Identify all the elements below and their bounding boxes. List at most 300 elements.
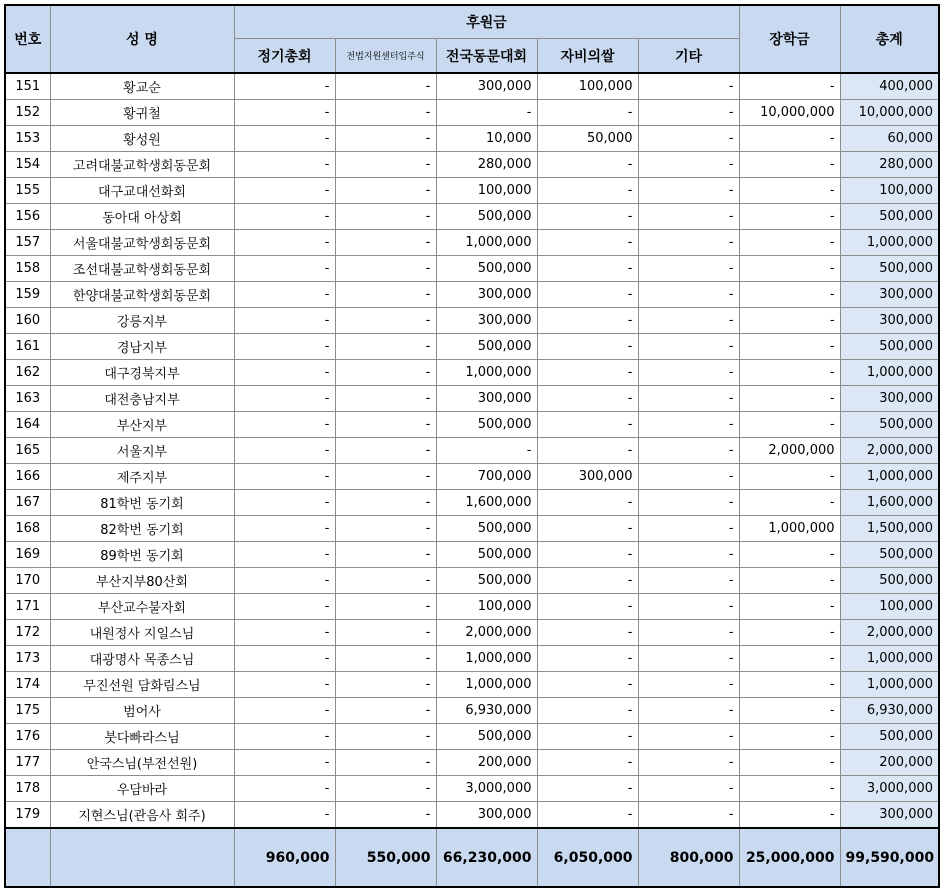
cell-rice-of-mercy: - bbox=[537, 802, 638, 829]
cell-scholarship: - bbox=[739, 386, 840, 412]
row-name: 89학번 동기회 bbox=[50, 542, 234, 568]
cell-scholarship: 2,000,000 bbox=[739, 438, 840, 464]
row-no: 169 bbox=[5, 542, 50, 568]
cell-scholarship: - bbox=[739, 490, 840, 516]
row-no: 164 bbox=[5, 412, 50, 438]
cell-general-meeting: - bbox=[234, 282, 335, 308]
cell-general-meeting: - bbox=[234, 73, 335, 100]
cell-scholarship: - bbox=[739, 126, 840, 152]
cell-national-alumni: 280,000 bbox=[436, 152, 537, 178]
cell-center-opening: - bbox=[335, 568, 436, 594]
cell-scholarship: - bbox=[739, 802, 840, 829]
cell-etc: - bbox=[638, 724, 739, 750]
row-name: 부산지부80산회 bbox=[50, 568, 234, 594]
cell-scholarship: - bbox=[739, 73, 840, 100]
cell-rice-of-mercy: - bbox=[537, 776, 638, 802]
row-name: 붓다빠라스님 bbox=[50, 724, 234, 750]
cell-rice-of-mercy: - bbox=[537, 308, 638, 334]
row-name: 무진선원 담화림스님 bbox=[50, 672, 234, 698]
cell-general-meeting: - bbox=[234, 334, 335, 360]
row-no: 156 bbox=[5, 204, 50, 230]
cell-rice-of-mercy: 100,000 bbox=[537, 73, 638, 100]
table-row bbox=[5, 802, 939, 829]
cell-etc: - bbox=[638, 802, 739, 829]
cell-total: 280,000 bbox=[840, 152, 939, 178]
row-no: 153 bbox=[5, 126, 50, 152]
table-row bbox=[5, 776, 939, 802]
cell-total: 6,930,000 bbox=[840, 698, 939, 724]
cell-total: 500,000 bbox=[840, 334, 939, 360]
cell-etc: - bbox=[638, 516, 739, 542]
cell-center-opening: - bbox=[335, 672, 436, 698]
totals-no bbox=[5, 828, 50, 887]
cell-national-alumni: 1,000,000 bbox=[436, 360, 537, 386]
cell-national-alumni: 500,000 bbox=[436, 568, 537, 594]
row-name: 대구교대선화회 bbox=[50, 178, 234, 204]
row-no: 158 bbox=[5, 256, 50, 282]
cell-etc: - bbox=[638, 750, 739, 776]
header-name: 성 명 bbox=[50, 5, 234, 73]
table-row bbox=[5, 308, 939, 334]
table-row bbox=[5, 568, 939, 594]
cell-scholarship: - bbox=[739, 152, 840, 178]
cell-general-meeting: - bbox=[234, 412, 335, 438]
cell-center-opening: - bbox=[335, 126, 436, 152]
table-row bbox=[5, 73, 939, 100]
row-name: 황교순 bbox=[50, 73, 234, 100]
cell-national-alumni: 2,000,000 bbox=[436, 620, 537, 646]
cell-etc: - bbox=[638, 308, 739, 334]
row-name: 대구경북지부 bbox=[50, 360, 234, 386]
cell-national-alumni: 300,000 bbox=[436, 386, 537, 412]
cell-total: 500,000 bbox=[840, 204, 939, 230]
table-body bbox=[5, 73, 939, 828]
header-center-opening: 전법지원센터입주식 bbox=[335, 39, 436, 74]
cell-scholarship: - bbox=[739, 412, 840, 438]
cell-general-meeting: - bbox=[234, 802, 335, 829]
row-name: 동아대 아상회 bbox=[50, 204, 234, 230]
cell-etc: - bbox=[638, 594, 739, 620]
cell-total: 500,000 bbox=[840, 568, 939, 594]
row-no: 171 bbox=[5, 594, 50, 620]
cell-general-meeting: - bbox=[234, 126, 335, 152]
row-name: 한양대불교학생회동문회 bbox=[50, 282, 234, 308]
row-name: 서울대불교학생회동문회 bbox=[50, 230, 234, 256]
cell-total: 1,000,000 bbox=[840, 464, 939, 490]
header-total: 총계 bbox=[840, 5, 939, 73]
cell-rice-of-mercy: 50,000 bbox=[537, 126, 638, 152]
cell-scholarship: - bbox=[739, 360, 840, 386]
table-row bbox=[5, 126, 939, 152]
row-no: 172 bbox=[5, 620, 50, 646]
cell-national-alumni: 300,000 bbox=[436, 282, 537, 308]
cell-total: 100,000 bbox=[840, 594, 939, 620]
row-no: 154 bbox=[5, 152, 50, 178]
cell-center-opening: - bbox=[335, 620, 436, 646]
cell-rice-of-mercy: - bbox=[537, 178, 638, 204]
cell-general-meeting: - bbox=[234, 776, 335, 802]
cell-center-opening: - bbox=[335, 204, 436, 230]
row-name: 제주지부 bbox=[50, 464, 234, 490]
row-no: 162 bbox=[5, 360, 50, 386]
header-rice-of-mercy: 자비의쌀 bbox=[537, 39, 638, 74]
row-no: 176 bbox=[5, 724, 50, 750]
row-name: 황귀철 bbox=[50, 100, 234, 126]
cell-rice-of-mercy: - bbox=[537, 542, 638, 568]
cell-total: 1,000,000 bbox=[840, 230, 939, 256]
table-row bbox=[5, 724, 939, 750]
cell-total: 100,000 bbox=[840, 178, 939, 204]
row-no: 155 bbox=[5, 178, 50, 204]
cell-general-meeting: - bbox=[234, 698, 335, 724]
row-name: 내원정사 지일스님 bbox=[50, 620, 234, 646]
cell-national-alumni: 300,000 bbox=[436, 802, 537, 829]
cell-rice-of-mercy: - bbox=[537, 360, 638, 386]
table-row bbox=[5, 646, 939, 672]
cell-center-opening: - bbox=[335, 646, 436, 672]
cell-rice-of-mercy: - bbox=[537, 698, 638, 724]
totals-name bbox=[50, 828, 234, 887]
cell-etc: - bbox=[638, 490, 739, 516]
cell-general-meeting: - bbox=[234, 516, 335, 542]
row-name: 서울지부 bbox=[50, 438, 234, 464]
cell-rice-of-mercy: - bbox=[537, 282, 638, 308]
cell-center-opening: - bbox=[335, 490, 436, 516]
cell-etc: - bbox=[638, 464, 739, 490]
cell-total: 400,000 bbox=[840, 73, 939, 100]
cell-national-alumni: 300,000 bbox=[436, 73, 537, 100]
cell-etc: - bbox=[638, 256, 739, 282]
cell-etc: - bbox=[638, 568, 739, 594]
cell-scholarship: - bbox=[739, 698, 840, 724]
table-row bbox=[5, 490, 939, 516]
cell-center-opening: - bbox=[335, 152, 436, 178]
row-name: 황성원 bbox=[50, 126, 234, 152]
cell-national-alumni: 300,000 bbox=[436, 308, 537, 334]
cell-scholarship: - bbox=[739, 542, 840, 568]
cell-scholarship: - bbox=[739, 178, 840, 204]
table-row bbox=[5, 360, 939, 386]
row-no: 152 bbox=[5, 100, 50, 126]
cell-center-opening: - bbox=[335, 308, 436, 334]
table-row bbox=[5, 594, 939, 620]
cell-general-meeting: - bbox=[234, 204, 335, 230]
table-row bbox=[5, 672, 939, 698]
cell-etc: - bbox=[638, 334, 739, 360]
cell-general-meeting: - bbox=[234, 672, 335, 698]
cell-scholarship: - bbox=[739, 334, 840, 360]
cell-national-alumni: 1,600,000 bbox=[436, 490, 537, 516]
row-name: 부산지부 bbox=[50, 412, 234, 438]
cell-general-meeting: - bbox=[234, 100, 335, 126]
donation-table bbox=[4, 4, 940, 888]
header-general-meeting: 정기총회 bbox=[234, 39, 335, 74]
row-no: 174 bbox=[5, 672, 50, 698]
cell-scholarship: - bbox=[739, 646, 840, 672]
row-name: 조선대불교학생회동문회 bbox=[50, 256, 234, 282]
row-name: 지현스님(관음사 회주) bbox=[50, 802, 234, 829]
cell-national-alumni: 200,000 bbox=[436, 750, 537, 776]
cell-general-meeting: - bbox=[234, 308, 335, 334]
row-name: 우담바라 bbox=[50, 776, 234, 802]
row-no: 161 bbox=[5, 334, 50, 360]
table-row bbox=[5, 412, 939, 438]
cell-national-alumni: - bbox=[436, 100, 537, 126]
cell-etc: - bbox=[638, 152, 739, 178]
table-header bbox=[5, 5, 939, 73]
cell-etc: - bbox=[638, 646, 739, 672]
cell-center-opening: - bbox=[335, 750, 436, 776]
cell-national-alumni: 500,000 bbox=[436, 412, 537, 438]
cell-national-alumni: 1,000,000 bbox=[436, 646, 537, 672]
cell-rice-of-mercy: - bbox=[537, 594, 638, 620]
row-name: 고려대불교학생회동문회 bbox=[50, 152, 234, 178]
cell-rice-of-mercy: - bbox=[537, 152, 638, 178]
row-no: 167 bbox=[5, 490, 50, 516]
table-row bbox=[5, 464, 939, 490]
cell-rice-of-mercy: - bbox=[537, 516, 638, 542]
cell-center-opening: - bbox=[335, 230, 436, 256]
cell-center-opening: - bbox=[335, 594, 436, 620]
table-row bbox=[5, 152, 939, 178]
cell-total: 1,600,000 bbox=[840, 490, 939, 516]
totals-cell: 25,000,000 bbox=[739, 828, 840, 887]
totals-cell: 66,230,000 bbox=[436, 828, 537, 887]
cell-scholarship: - bbox=[739, 230, 840, 256]
cell-scholarship: 10,000,000 bbox=[739, 100, 840, 126]
cell-scholarship: - bbox=[739, 282, 840, 308]
cell-total: 500,000 bbox=[840, 542, 939, 568]
cell-rice-of-mercy: - bbox=[537, 750, 638, 776]
cell-national-alumni: 100,000 bbox=[436, 178, 537, 204]
header-scholarship: 장학금 bbox=[739, 5, 840, 73]
cell-total: 500,000 bbox=[840, 412, 939, 438]
table-footer bbox=[5, 828, 939, 887]
cell-etc: - bbox=[638, 204, 739, 230]
row-no: 157 bbox=[5, 230, 50, 256]
cell-rice-of-mercy: - bbox=[537, 204, 638, 230]
row-no: 175 bbox=[5, 698, 50, 724]
cell-etc: - bbox=[638, 672, 739, 698]
cell-scholarship: - bbox=[739, 594, 840, 620]
cell-national-alumni: 500,000 bbox=[436, 204, 537, 230]
row-no: 179 bbox=[5, 802, 50, 829]
cell-national-alumni: 1,000,000 bbox=[436, 672, 537, 698]
cell-etc: - bbox=[638, 438, 739, 464]
cell-center-opening: - bbox=[335, 698, 436, 724]
cell-etc: - bbox=[638, 282, 739, 308]
cell-center-opening: - bbox=[335, 464, 436, 490]
row-name: 82학번 동기회 bbox=[50, 516, 234, 542]
totals-cell: 550,000 bbox=[335, 828, 436, 887]
cell-rice-of-mercy: - bbox=[537, 256, 638, 282]
row-no: 163 bbox=[5, 386, 50, 412]
cell-center-opening: - bbox=[335, 776, 436, 802]
cell-center-opening: - bbox=[335, 256, 436, 282]
row-name: 경남지부 bbox=[50, 334, 234, 360]
row-name: 안국스님(부전선원) bbox=[50, 750, 234, 776]
cell-etc: - bbox=[638, 178, 739, 204]
cell-etc: - bbox=[638, 386, 739, 412]
cell-total: 500,000 bbox=[840, 256, 939, 282]
row-name: 범어사 bbox=[50, 698, 234, 724]
row-no: 151 bbox=[5, 73, 50, 100]
row-no: 178 bbox=[5, 776, 50, 802]
cell-rice-of-mercy: - bbox=[537, 386, 638, 412]
cell-general-meeting: - bbox=[234, 620, 335, 646]
cell-etc: - bbox=[638, 360, 739, 386]
row-name: 대광명사 목종스님 bbox=[50, 646, 234, 672]
cell-center-opening: - bbox=[335, 386, 436, 412]
row-no: 166 bbox=[5, 464, 50, 490]
row-no: 168 bbox=[5, 516, 50, 542]
cell-general-meeting: - bbox=[234, 152, 335, 178]
cell-total: 300,000 bbox=[840, 308, 939, 334]
cell-general-meeting: - bbox=[234, 724, 335, 750]
cell-center-opening: - bbox=[335, 724, 436, 750]
table-row bbox=[5, 386, 939, 412]
cell-national-alumni: 10,000 bbox=[436, 126, 537, 152]
row-name: 강릉지부 bbox=[50, 308, 234, 334]
cell-total: 500,000 bbox=[840, 724, 939, 750]
cell-total: 3,000,000 bbox=[840, 776, 939, 802]
cell-rice-of-mercy: - bbox=[537, 724, 638, 750]
table-row bbox=[5, 204, 939, 230]
cell-rice-of-mercy: - bbox=[537, 568, 638, 594]
cell-scholarship: - bbox=[739, 776, 840, 802]
cell-general-meeting: - bbox=[234, 360, 335, 386]
cell-etc: - bbox=[638, 126, 739, 152]
cell-rice-of-mercy: - bbox=[537, 490, 638, 516]
cell-total: 60,000 bbox=[840, 126, 939, 152]
totals-row bbox=[5, 828, 939, 887]
row-name: 81학번 동기회 bbox=[50, 490, 234, 516]
cell-rice-of-mercy: - bbox=[537, 230, 638, 256]
cell-total: 200,000 bbox=[840, 750, 939, 776]
cell-general-meeting: - bbox=[234, 490, 335, 516]
table-row bbox=[5, 516, 939, 542]
cell-general-meeting: - bbox=[234, 256, 335, 282]
cell-rice-of-mercy: - bbox=[537, 100, 638, 126]
cell-general-meeting: - bbox=[234, 464, 335, 490]
cell-general-meeting: - bbox=[234, 178, 335, 204]
cell-national-alumni: - bbox=[436, 438, 537, 464]
cell-center-opening: - bbox=[335, 282, 436, 308]
cell-general-meeting: - bbox=[234, 646, 335, 672]
cell-rice-of-mercy: - bbox=[537, 334, 638, 360]
table-row bbox=[5, 100, 939, 126]
cell-general-meeting: - bbox=[234, 386, 335, 412]
table-row bbox=[5, 620, 939, 646]
table-row bbox=[5, 178, 939, 204]
table-row bbox=[5, 750, 939, 776]
cell-etc: - bbox=[638, 698, 739, 724]
cell-etc: - bbox=[638, 73, 739, 100]
cell-scholarship: - bbox=[739, 672, 840, 698]
totals-cell: 960,000 bbox=[234, 828, 335, 887]
cell-total: 300,000 bbox=[840, 386, 939, 412]
cell-center-opening: - bbox=[335, 802, 436, 829]
cell-national-alumni: 500,000 bbox=[436, 724, 537, 750]
cell-general-meeting: - bbox=[234, 568, 335, 594]
cell-center-opening: - bbox=[335, 360, 436, 386]
table-row bbox=[5, 334, 939, 360]
cell-scholarship: - bbox=[739, 568, 840, 594]
cell-national-alumni: 6,930,000 bbox=[436, 698, 537, 724]
cell-etc: - bbox=[638, 542, 739, 568]
cell-total: 1,000,000 bbox=[840, 360, 939, 386]
cell-rice-of-mercy: - bbox=[537, 672, 638, 698]
row-name: 부산교수불자회 bbox=[50, 594, 234, 620]
table-row bbox=[5, 230, 939, 256]
row-no: 165 bbox=[5, 438, 50, 464]
cell-center-opening: - bbox=[335, 516, 436, 542]
cell-total: 10,000,000 bbox=[840, 100, 939, 126]
totals-cell: 6,050,000 bbox=[537, 828, 638, 887]
cell-center-opening: - bbox=[335, 73, 436, 100]
cell-national-alumni: 3,000,000 bbox=[436, 776, 537, 802]
header-national-alumni: 전국동문대회 bbox=[436, 39, 537, 74]
cell-etc: - bbox=[638, 230, 739, 256]
table-row bbox=[5, 542, 939, 568]
cell-rice-of-mercy: - bbox=[537, 620, 638, 646]
cell-national-alumni: 500,000 bbox=[436, 516, 537, 542]
cell-center-opening: - bbox=[335, 412, 436, 438]
cell-etc: - bbox=[638, 412, 739, 438]
cell-total: 1,000,000 bbox=[840, 672, 939, 698]
cell-rice-of-mercy: - bbox=[537, 646, 638, 672]
cell-national-alumni: 500,000 bbox=[436, 256, 537, 282]
cell-general-meeting: - bbox=[234, 594, 335, 620]
cell-scholarship: - bbox=[739, 256, 840, 282]
cell-scholarship: - bbox=[739, 204, 840, 230]
cell-rice-of-mercy: - bbox=[537, 412, 638, 438]
row-no: 173 bbox=[5, 646, 50, 672]
cell-general-meeting: - bbox=[234, 230, 335, 256]
cell-national-alumni: 700,000 bbox=[436, 464, 537, 490]
cell-national-alumni: 500,000 bbox=[436, 542, 537, 568]
row-no: 159 bbox=[5, 282, 50, 308]
table-row bbox=[5, 256, 939, 282]
cell-etc: - bbox=[638, 100, 739, 126]
table-row bbox=[5, 438, 939, 464]
cell-scholarship: - bbox=[739, 308, 840, 334]
cell-center-opening: - bbox=[335, 438, 436, 464]
cell-national-alumni: 500,000 bbox=[436, 334, 537, 360]
cell-center-opening: - bbox=[335, 100, 436, 126]
cell-national-alumni: 1,000,000 bbox=[436, 230, 537, 256]
cell-rice-of-mercy: 300,000 bbox=[537, 464, 638, 490]
cell-center-opening: - bbox=[335, 542, 436, 568]
cell-etc: - bbox=[638, 776, 739, 802]
cell-center-opening: - bbox=[335, 334, 436, 360]
row-no: 160 bbox=[5, 308, 50, 334]
row-no: 170 bbox=[5, 568, 50, 594]
cell-total: 300,000 bbox=[840, 282, 939, 308]
cell-scholarship: 1,000,000 bbox=[739, 516, 840, 542]
cell-center-opening: - bbox=[335, 178, 436, 204]
cell-rice-of-mercy: - bbox=[537, 438, 638, 464]
cell-scholarship: - bbox=[739, 750, 840, 776]
header-etc: 기타 bbox=[638, 39, 739, 74]
cell-general-meeting: - bbox=[234, 438, 335, 464]
cell-total: 1,000,000 bbox=[840, 646, 939, 672]
cell-national-alumni: 100,000 bbox=[436, 594, 537, 620]
header-donation: 후원금 bbox=[234, 5, 739, 39]
cell-total: 300,000 bbox=[840, 802, 939, 829]
totals-cell: 800,000 bbox=[638, 828, 739, 887]
row-name: 대전충남지부 bbox=[50, 386, 234, 412]
